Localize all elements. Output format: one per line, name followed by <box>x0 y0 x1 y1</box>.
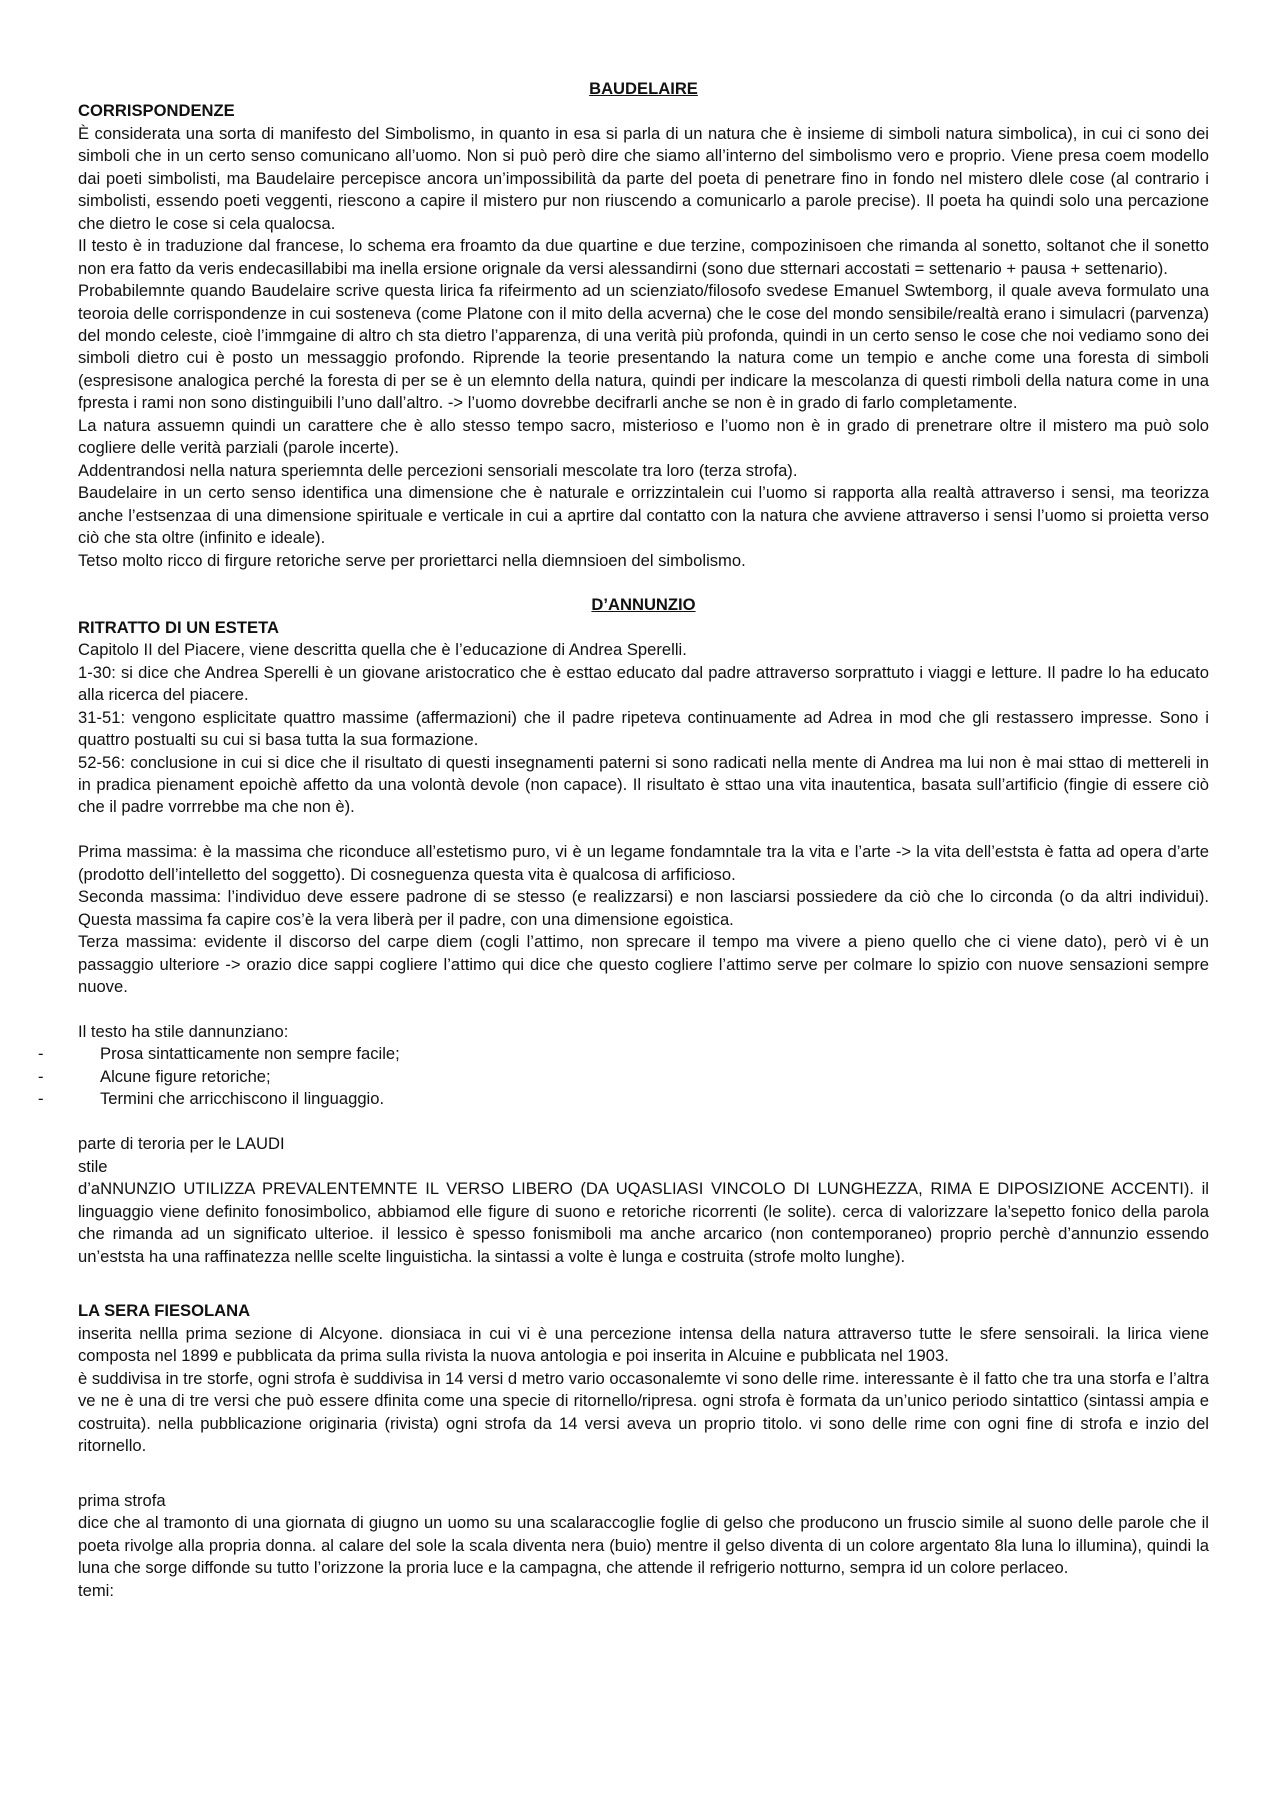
list-item-text: Termini che arricchiscono il linguaggio. <box>100 1089 385 1109</box>
style-list <box>38 1043 1209 1110</box>
paragraph: stile <box>78 1156 108 1176</box>
section-title-baudelaire: BAUDELAIRE <box>589 79 698 98</box>
list-item <box>38 1043 1209 1065</box>
list-item <box>38 1088 1209 1110</box>
paragraph: Tetso molto ricco di firgure retoriche serve per proriettarci nella diemnsioen del simbolismo. <box>78 550 746 570</box>
spacer <box>78 999 1209 1021</box>
dash-bullet: - <box>38 1089 44 1109</box>
paragraph: d’aNNUNZIO UTILIZZA PREVALENTEMNTE IL VERSO LIBERO (DA UQASLIASI VINCOLO DI LUNGHEZZA, RIMA E DIPOSIZIONE ACCENTI). il linguaggio viene definito fonosimbolico, abbiamod elle figure di suono e retoriche ricorrenti (le solite). cerca di valorizzare la’sepetto fonico della parola che rimanda ad un significato ulterioe. il lessico è spesso fonismiboli ma anche arcarico (non contemporaneo) proprio perchè d’annunzio essendo un’eststa ha una raffinatezza nellle scelte linguisticha. la sintassi a volte è lunga e costruita (strofe molto lunghe). <box>78 1179 1209 1266</box>
paragraph: Il testo ha stile dannunziano: <box>78 1021 289 1041</box>
paragraph: Il testo è in traduzione dal francese, lo schema era froamto da due quartine e due terzine, compozinisoen che rimanda al sonetto, soltanot che il sonetto non era fatto da veris endecasillabibi ma inella ersione orignale da versi alessandirni (sono due stternari accostati = settenario + pausa + settenario). <box>78 236 1209 278</box>
list-item <box>38 1066 1209 1088</box>
heading-sera-fiesolana: LA SERA FIESOLANA <box>78 1301 251 1321</box>
paragraph: temi: <box>78 1580 114 1600</box>
paragraph: parte di teroria per le LAUDI <box>78 1134 285 1154</box>
paragraph: Terza massima: evidente il discorso del carpe diem (cogli l’attimo, non sprecare il tempo ma vivere a pieno quello che ci viene dato), però vi è un passaggio ulteriore -> orazio dice sappi cogliere l’attimo qui dice che questo cogliere l’attimo serve per colmare lo spizio con nuove sensazioni sempre nuove. <box>78 932 1209 997</box>
paragraph: Capitolo II del Piacere, viene descritta quella che è l’educazione di Andrea Sperelli. <box>78 640 687 660</box>
paragraph: dice che al tramonto di una giornata di giugno un uomo su una scalaraccoglie foglie di gelso che producono un fruscio simile al suono delle parole che il poeta rivolge alla propria donna. al calare del sole la scala diventa nera (buio) mentre il gelso diventa di un colore argentato 8la luna lo illumina), quindi la luna che sorge diffonde su tutto l’orizzone la proria luce e la campagna, che attende il refrigerio notturno, sempra id un colore perlaceo. <box>78 1513 1209 1578</box>
spacer <box>78 572 1209 594</box>
spacer <box>78 1268 1209 1290</box>
paragraph: 31-51: vengono esplicitate quattro massime (affermazioni) che il padre ripeteva continuamente ad Adrea in mod che gli restassero impresse. Sono i quattro postualti su cui si basa tutta la sua formazione. <box>78 707 1209 750</box>
paragraph: Prima massima: è la massima che riconduce all’estetismo puro, vi è un legame fondamntale tra la vita e l’arte -> la vita dell’eststa è fatta ad opera d’arte (prodotto dell’intelletto del soggetto). Di cosneguenza questa vita è qualcosa di arfificioso. <box>78 842 1209 884</box>
dash-bullet: - <box>38 1044 44 1064</box>
list-item-text: Alcune figure retoriche; <box>100 1066 271 1086</box>
spacer <box>78 819 1209 841</box>
paragraph: Baudelaire in un certo senso identifica una dimensione che è naturale e orrizzintalein cui l’uomo si rapporta alla realtà attraverso i sensi, ma teorizza anche l’estsenzaa di una dimensione spirituale e verticale in cui a aprtire dal contatto con la natura che avviene attraverso i sensi l’uomo si proietta verso ciò che sta oltre (infinito e ideale). <box>78 483 1209 548</box>
spacer <box>78 1290 1209 1300</box>
spacer <box>78 1458 1209 1480</box>
section-title-dannunzio: D’ANNUNZIO <box>591 595 696 615</box>
dash-bullet: - <box>38 1066 44 1086</box>
paragraph: 52-56: conclusione in cui si dice che il risultato di questi insegnamenti paterni si sono radicati nella mente di Andrea ma lui non è mai sttao di mettereli in in pradica pienament epoichè affetto da una volontà devole (non capace). Il risultato è sttao una vita inautentica, basata sull’artificio (fingie di essere ciò che il padre vorrrebbe ma che non è). <box>78 752 1209 817</box>
paragraph: inserita nellla prima sezione di Alcyone. dionsiaca in cui vi è una percezione intensa della natura attraverso tutte le sfere sensoirali. la lirica viene composta nel 1899 e pubblicata da prima sulla rivista la nuova antologia e poi inserita in Alcuine e pubblicata nel 1903. <box>78 1323 1209 1366</box>
paragraph: Addentrandosi nella natura speriemnta delle percezioni sensoriali mescolate tra loro (terza strofa). <box>78 460 798 480</box>
paragraph: Probabilemnte quando Baudelaire scrive questa lirica fa rifeirmento ad un scienziato/filosofo svedese Emanuel Swtemborg, il quale aveva formulato una teoroia delle corrispondenze in cui sosteneva (come Platone con il mito della acverna) che le cose del mondo sensibile/realtà erano i simulacri (parvenza) del mondo celeste, cioè l’immgaine di altro ch sta dietro l’apparenza, di una verità più profonda, quindi in un certo senso le cose che noi vediamo sono dei simboli dietro cui è posto un messaggio profondo. Riprende la teorie presentando la natura come un tempio e anche come una foresta di simboli (espresisone analogica perché la foresta di per se è un elemnto della natura, quindi per indicare la mescolanza di questi rimboli della natura come in una fpresta i rami non sono distinguibili l’uno dall’altro. -> l’uomo dovrebbe decifrarli anche se non è in grado di farlo completamente. <box>78 281 1209 413</box>
paragraph: 1-30: si dice che Andrea Sperelli è un giovane aristocratico che è esttao educato dal padre attraverso sorprattuto i viaggi e letture. Il padre lo ha educato alla ricerca del piacere. <box>78 662 1209 705</box>
document-body <box>38 78 1209 1602</box>
paragraph: È considerata una sorta di manifesto del Simbolismo, in quanto in esa si parla di un natura che è insieme di simboli natura simbolica), in cui ci sono dei simboli che in un certo senso comunicano all’uomo. Non si può però dire che siamo all’interno del simbolismo vero e proprio. Viene presa coem modello dai poeti simbolisti, ma Baudelaire percepisce ancora un’impossibilità da parte del poeta di penetrare fino in fondo nel mistero dlele cose (al contrario i simbolisti, essendo poeti veggenti, riescono a capire il mistero pur non riuscendo a comunicarlo a parole precise). Il poeta ha quindi solo una percazione che dietro le cose si cela qualocsa. <box>78 123 1209 233</box>
spacer <box>78 1111 1209 1133</box>
paragraph: La natura assuemn quindi un carattere che è allo stesso tempo sacro, misterioso e l’uomo non è in grado di prenetrare oltre il mistero ma può solo cogliere delle verità parziali (parole incerte). <box>78 415 1209 458</box>
paragraph: Seconda massima: l’individuo deve essere padrone di se stesso (e realizzarsi) e non lasciarsi possiedere da ciò che lo circonda (o da altri individui). Questa massima fa capire cos’è la vera liberà per il padre, con una dimensione egoistica. <box>78 887 1209 929</box>
paragraph: è suddivisa in tre storfe, ogni strofa è suddivisa in 14 versi d metro vario occasonalemte vi sono delle rime. interessante è il fatto che tra una storfa e l’altra ve ne è una di tre versi che può essere dfinita come una specie di ritornello/ripresa. ogni strofa è formata da un’unico periodo sintattico (sintassi ampia e costruita). nella pubblicazione originaria (rivista) ogni strofa da 14 versi aveva un proprio titolo. vi sono delle rime con ogni fine di strofa e inzio del ritornello. <box>78 1368 1209 1456</box>
heading-corrispondenze: CORRISPONDENZE <box>78 101 235 121</box>
spacer <box>78 1480 1209 1490</box>
list-item-text: Prosa sintatticamente non sempre facile; <box>100 1044 400 1064</box>
heading-ritratto-esteta: RITRATTO DI UN ESTETA <box>78 617 279 637</box>
paragraph: prima strofa <box>78 1491 166 1510</box>
